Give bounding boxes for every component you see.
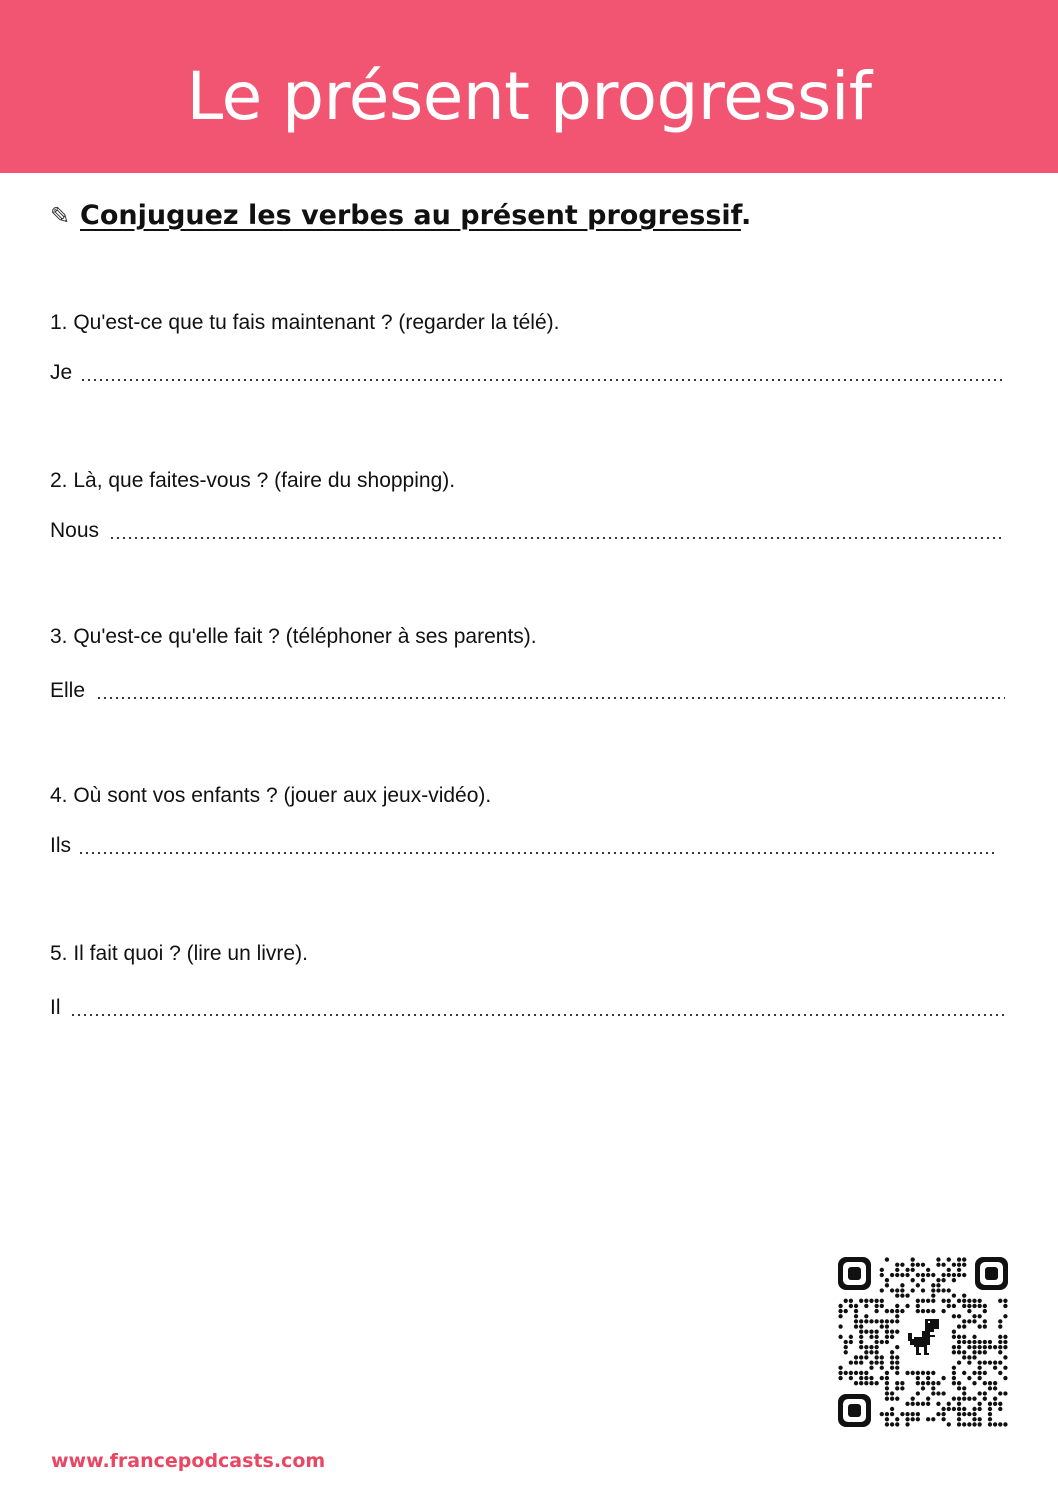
dotted-answer-line [70, 1014, 1005, 1016]
answer-line [50, 678, 1005, 704]
answer-subject: Elle [50, 679, 86, 702]
answer-line [50, 360, 1005, 386]
qr-finder-top-right [975, 1257, 1008, 1290]
qr-finder-top-left [838, 1257, 871, 1290]
answer-subject: Ils [50, 834, 71, 857]
page-title: Le présent progressif [186, 58, 872, 135]
question: 3. Qu'est-ce qu'elle fait ? (téléphoner à ses parents). [50, 625, 537, 648]
dotted-answer-line [109, 537, 1005, 539]
instruction-end-punct: . [740, 200, 752, 231]
pencil-icon: ✎ [50, 202, 71, 230]
answer-line [50, 833, 1005, 859]
answer-subject: Je [50, 361, 73, 384]
instruction [50, 196, 751, 236]
answer-subject: Il [50, 996, 61, 1019]
answer-line [50, 995, 1005, 1021]
dotted-answer-line [80, 379, 1005, 381]
question: 2. Là, que faites-vous ? (faire du shopping). [50, 469, 456, 492]
dotted-answer-line [78, 852, 997, 854]
header-banner [0, 0, 1058, 173]
qr-finder-bottom-left [838, 1394, 871, 1427]
website-link[interactable]: www.francepodcasts.com [51, 1450, 326, 1472]
answer-subject: Nous [50, 519, 100, 542]
question: 1. Qu'est-ce que tu fais maintenant ? (regarder la télé). [50, 311, 560, 334]
instruction-text: Conjuguez les verbes au présent progressif [80, 200, 741, 231]
question: 4. Où sont vos enfants ? (jouer aux jeux-vidéo). [50, 784, 492, 807]
dotted-answer-line [96, 697, 1005, 699]
qr-code[interactable] [838, 1257, 1008, 1427]
answer-line [50, 518, 1005, 544]
question: 5. Il fait quoi ? (lire un livre). [50, 942, 308, 965]
